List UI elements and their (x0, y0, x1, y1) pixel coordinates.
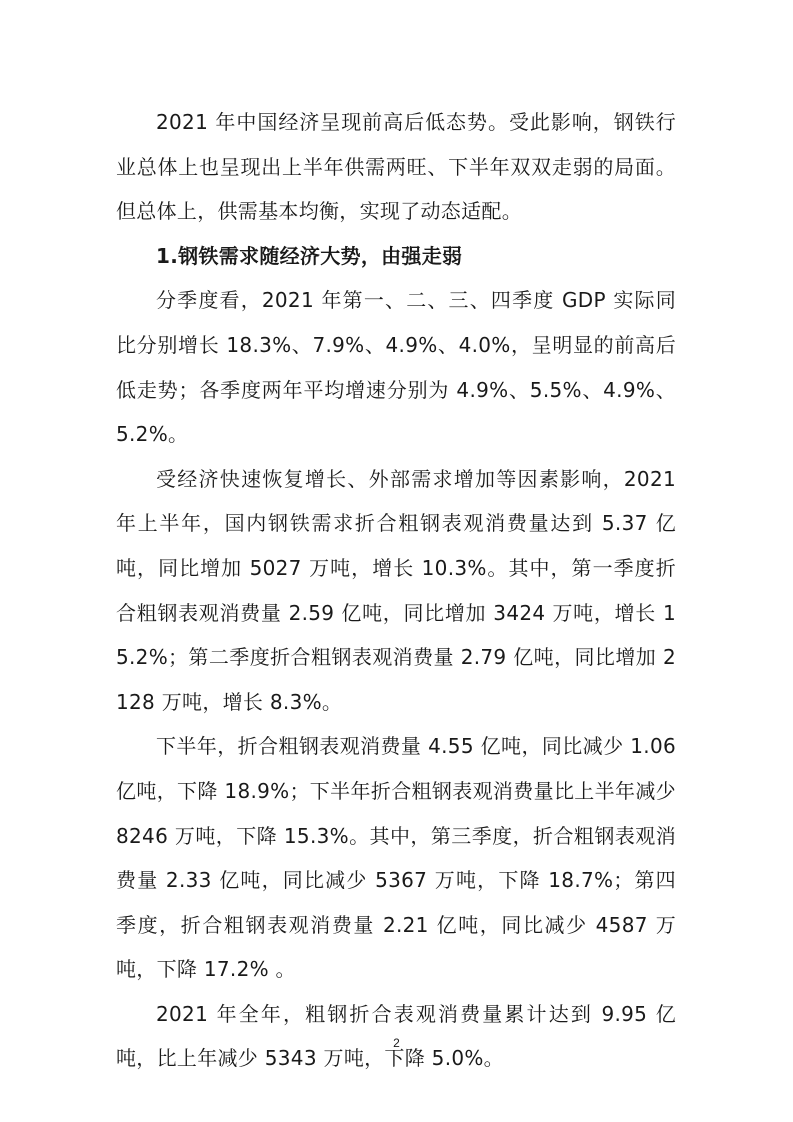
paragraph-second-half: 下半年，折合粗钢表观消费量 4.55 亿吨，同比减少 1.06 亿吨，下降 18.9%；下半年折合粗钢表观消费量比上半年减少 8246 万吨，下降 15.3%。其中，第三季度，折合粗钢表观消费量 2.33 亿吨，同比减少 5367 万吨，下降 18.7%；第四季度，折合粗钢表观消费量 2.21 亿吨，同比减少 4587 万吨，下降 17.2% 。 (116, 734, 676, 982)
page-number: 2 (393, 1036, 400, 1050)
section-heading: 1.钢铁需求随经济大势，由强走弱 (156, 243, 463, 268)
document-body (116, 100, 676, 1081)
paragraph-full-year: 2021 年全年，粗钢折合表观消费量累计达到 9.95 亿吨，比上年减少 5343 万吨，下降 5.0%。 (116, 1001, 676, 1071)
paragraph-intro: 2021 年中国经济呈现前高后低态势。受此影响，钢铁行业总体上也呈现出上半年供需两旺、下半年双双走弱的局面。但总体上，供需基本均衡，实现了动态适配。 (116, 110, 676, 224)
paragraph-first-half: 受经济快速恢复增长、外部需求增加等因素影响，2021 年上半年，国内钢铁需求折合粗钢表观消费量达到 5.37 亿吨，同比增加 5027 万吨，增长 10.3%。其中，第一季度折合粗钢表观消费量 2.59 亿吨，同比增加 3424 万吨，增长 15.2%；第二季度折合粗钢表观消费量 2.79 亿吨，同比增加 2128 万吨，增长 8.3%。 (116, 466, 676, 714)
paragraph-quarterly-gdp: 分季度看，2021 年第一、二、三、四季度 GDP 实际同比分别增长 18.3%、7.9%、4.9%、4.0%，呈明显的前高后低走势；各季度两年平均增速分别为 4.9%、5.5%、4.9%、5.2%。 (116, 288, 676, 447)
